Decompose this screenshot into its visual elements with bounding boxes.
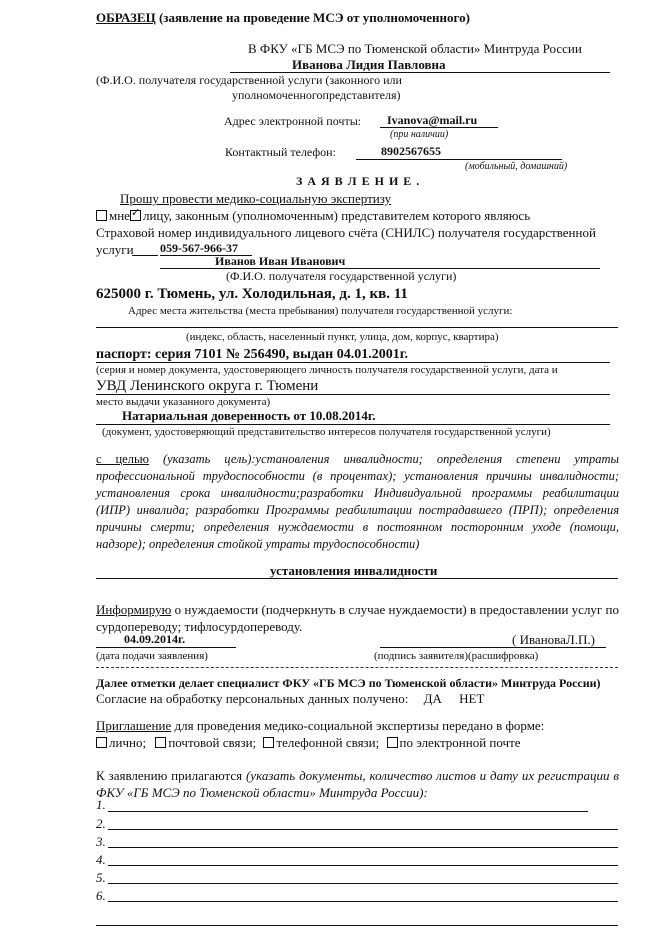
snils-prefix: услуги (96, 242, 134, 257)
attachment-num-4: 4. (96, 852, 106, 867)
attachments-plain: К заявлению прилагаются (96, 768, 246, 783)
option-person-label: лицу, законным (уполномоченным) представителем которого являюсь (142, 208, 531, 223)
attachment-line-1[interactable] (108, 811, 588, 812)
form-title (96, 11, 470, 26)
invite-email-label: по электронной почте (399, 735, 521, 750)
attachments-paragraph (96, 767, 619, 801)
date-caption: (дата подачи заявления) (96, 650, 208, 662)
checkbox-phone[interactable] (263, 737, 274, 748)
snils-lead-line (132, 255, 158, 256)
option-me-label: мне (109, 208, 130, 223)
sample-subtitle: (заявление на проведение МСЭ от уполномоченного) (155, 10, 470, 25)
request-text: Прошу провести медико-социальную экспертизу (120, 191, 392, 206)
invite-post-label: почтовой связи; (168, 735, 257, 750)
phone-value: 8902567655 (381, 144, 441, 158)
purpose-text: (указать цель):установления инвалидности; определения степени утраты профессиональной трудоспособности (в процентах); установления причины инвалидности; установления срока инвалидности;разработки Индивидуальной программы реабилитации (ИПР) инвалида; разработки Программы реабилитации пострадавшего (ПРП); определения причины смерти; определения нуждаемости в постоянном посторонним уходе (помощи, надзоре); определения стойкой утраты трудоспособности) (96, 452, 620, 551)
attachment-line-7[interactable] (96, 925, 618, 926)
purpose-selected: установления инвалидности (270, 563, 438, 578)
consent-no[interactable]: НЕТ (459, 691, 485, 706)
phone-label: Контактный телефон: (225, 145, 336, 159)
address-caption-2: (индекс, область, населенный пункт, улица, дом, корпус, квартира) (186, 331, 499, 343)
snils-value: 059-567-966-37 (160, 241, 238, 255)
applicant-caption-1: (Ф.И.О. получателя государственной услуги (законного или (96, 73, 402, 87)
attachment-num-3: 3. (96, 834, 106, 849)
addressee: В ФКУ «ГБ МСЭ по Тюменской области» Минтруда России (248, 41, 582, 56)
email-line (380, 127, 498, 128)
applicant-name: Иванова Лидия Павловна (292, 57, 446, 72)
attachment-num-1: 1. (96, 797, 106, 812)
inform-text: о нуждаемости (подчеркнуть в случае нуждаемости) в предоставлении услуг по сурдопереводу; тифлосурдопереводу. (96, 602, 619, 634)
checkbox-me[interactable] (96, 210, 107, 221)
signature-value: ( ИвановаЛ.П.) (512, 632, 595, 647)
consent-row (96, 692, 484, 707)
attachment-num-2: 2. (96, 816, 106, 831)
invite-phone-label: телефонной связи; (276, 735, 380, 750)
attachment-line-6[interactable] (108, 901, 618, 902)
email-label: Адрес электронной почты: (224, 114, 362, 128)
phone-note: (мобильный, домашний) (465, 161, 568, 172)
attachments-italic: (указать документы, количество листов и дату их регистрации в ФКУ «ГБ МСЭ по Тюменской области» Минтруда России): (96, 768, 619, 800)
checkbox-email[interactable] (387, 737, 398, 748)
passport-value: паспорт: серия 7101 № 256490, выдан 04.01.2001г. (96, 347, 408, 362)
consent-yes[interactable]: ДА (423, 691, 442, 706)
subject-options (96, 209, 530, 224)
decoding-line (506, 647, 606, 648)
proxy-line (96, 424, 610, 425)
address-caption-1: Адрес места жительства (места пребывания) получателя государственной услуги: (128, 305, 513, 317)
specialist-heading: Далее отметки делает специалист ФКУ «ГБ МСЭ по Тюменской области» Минтруда России) (96, 676, 601, 690)
passport-caption: (серия и номер документа, удостоверяющего личность получателя государственной услуги, дата и (96, 364, 558, 376)
checkbox-represented-person[interactable] (130, 210, 141, 221)
passport-line (96, 362, 610, 363)
attachment-line-3[interactable] (108, 847, 618, 848)
checkbox-post[interactable] (155, 737, 166, 748)
purpose-line-right (268, 578, 618, 579)
proxy-caption: (документ, удостоверяющий представительство интересов получателя государственной услуги) (102, 426, 551, 438)
signature-line (380, 647, 506, 648)
recipient-name: Иванов Иван Иванович (215, 254, 346, 268)
date-line (96, 647, 236, 648)
cut-separator (96, 667, 618, 668)
applicant-caption-2: уполномоченногопредставителя) (232, 88, 401, 102)
invite-in-person-label: лично; (109, 735, 147, 750)
attachment-line-5[interactable] (108, 883, 618, 884)
address-extra-line (96, 327, 618, 328)
attachment-line-4[interactable] (108, 865, 618, 866)
signature-caption: (подпись заявителя)(расшифровка) (374, 650, 539, 662)
phone-line (356, 159, 562, 160)
attachment-num-6: 6. (96, 888, 106, 903)
proxy-value: Натариальная доверенность от 10.08.2014г. (122, 408, 376, 423)
snils-line-1: Страховой номер индивидуального лицевого счёта (СНИЛС) получателя государственной (96, 225, 596, 240)
invitation-lead: Приглашение (96, 718, 172, 733)
invitation-rest: для проведения медико-социальной экспертизы передано в форме: (171, 718, 545, 733)
sample-label: ОБРАЗЕЦ (96, 10, 156, 25)
attachment-line-2[interactable] (108, 829, 618, 830)
invite-options (96, 736, 521, 751)
issuer-line (96, 394, 610, 395)
email-note: (при наличии) (390, 129, 449, 140)
email-value: Ivanova@mail.ru (387, 113, 478, 127)
recipient-caption: (Ф.И.О. получателя государственной услуги) (226, 269, 457, 283)
statement-title: З А Я В Л Е Н И Е . (296, 174, 421, 188)
purpose-paragraph (96, 451, 619, 553)
issuer-caption: место выдачи указанного документа) (96, 396, 271, 408)
inform-paragraph (96, 601, 619, 635)
consent-label: Согласие на обработку персональных данных получено: (96, 691, 409, 706)
address-value: 625000 г. Тюмень, ул. Холодильная, д. 1, кв. 11 (96, 286, 408, 302)
inform-lead: Информирую (96, 602, 172, 617)
attachment-num-5: 5. (96, 870, 106, 885)
submission-date: 04.09.2014г. (124, 632, 186, 646)
issuer-value: УВД Ленинского округа г. Тюмени (96, 378, 319, 394)
purpose-lead: с целью (96, 452, 150, 466)
checkbox-in-person[interactable] (96, 737, 107, 748)
purpose-line-left (96, 578, 268, 579)
invitation-text (96, 719, 544, 734)
